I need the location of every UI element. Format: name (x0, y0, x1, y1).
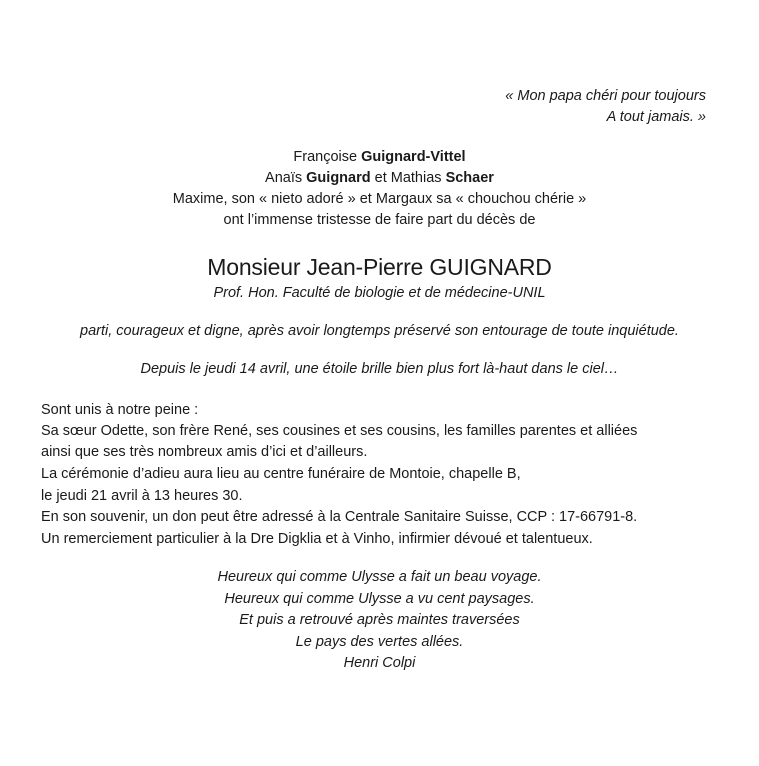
family-surname: Guignard-Vittel (361, 149, 466, 165)
body-line-5: le jeudi 21 avril à 13 heures 30. (41, 488, 243, 504)
poem-author: Henri Colpi (343, 655, 416, 671)
family-surname: Guignard (306, 170, 371, 186)
tribute-line-2: Depuis le jeudi 14 avril, une étoile brille bien plus fort là-haut dans le ciel… (140, 361, 619, 377)
deceased-name: Monsieur Jean-Pierre GUIGNARD (207, 254, 552, 280)
family-line-2 (0, 168, 759, 189)
body-line-3: ainsi que ses très nombreux amis d’ici et d’ailleurs. (41, 444, 368, 460)
epigraph-line-1: « Mon papa chéri pour toujours (505, 88, 706, 104)
family-line-3: Maxime, son « nieto adoré » et Margaux sa « chouchou chérie » (172, 191, 587, 207)
family-connector: et Mathias (370, 170, 446, 186)
poem-line-2: Heureux qui comme Ulysse a vu cent paysages. (224, 591, 535, 607)
family-line-4: ont l’immense tristesse de faire part du décès de (223, 212, 536, 228)
poem-line-4: Le pays des vertes allées. (295, 634, 464, 650)
family-first-name: Françoise (293, 149, 362, 165)
family-surname: Schaer (445, 170, 494, 186)
body-line-2: Sa sœur Odette, son frère René, ses cousines et ses cousins, les familles parentes et alliées (41, 423, 638, 439)
poem-line-3: Et puis a retrouvé après maintes traversées (239, 612, 520, 628)
poem-line-1: Heureux qui comme Ulysse a fait un beau voyage. (217, 569, 542, 585)
family-line-1 (0, 147, 759, 168)
body-line-6: En son souvenir, un don peut être adressé à la Centrale Sanitaire Suisse, CCP : 17-66791-8. (41, 509, 638, 525)
body-line-1: Sont unis à notre peine : (41, 402, 199, 418)
body-line-7: Un remerciement particulier à la Dre Digklia et à Vinho, infirmier dévoué et talentueux. (41, 531, 593, 547)
tribute-line-1: parti, courageux et digne, après avoir longtemps préservé son entourage de toute inquiétude. (80, 323, 679, 339)
family-first-name: Anaïs (265, 170, 307, 186)
deceased-title: Prof. Hon. Faculté de biologie et de médecine-UNIL (213, 285, 546, 301)
body-line-4: La cérémonie d’adieu aura lieu au centre funéraire de Montoie, chapelle B, (41, 466, 521, 482)
epigraph-line-2: A tout jamais. » (606, 109, 706, 125)
